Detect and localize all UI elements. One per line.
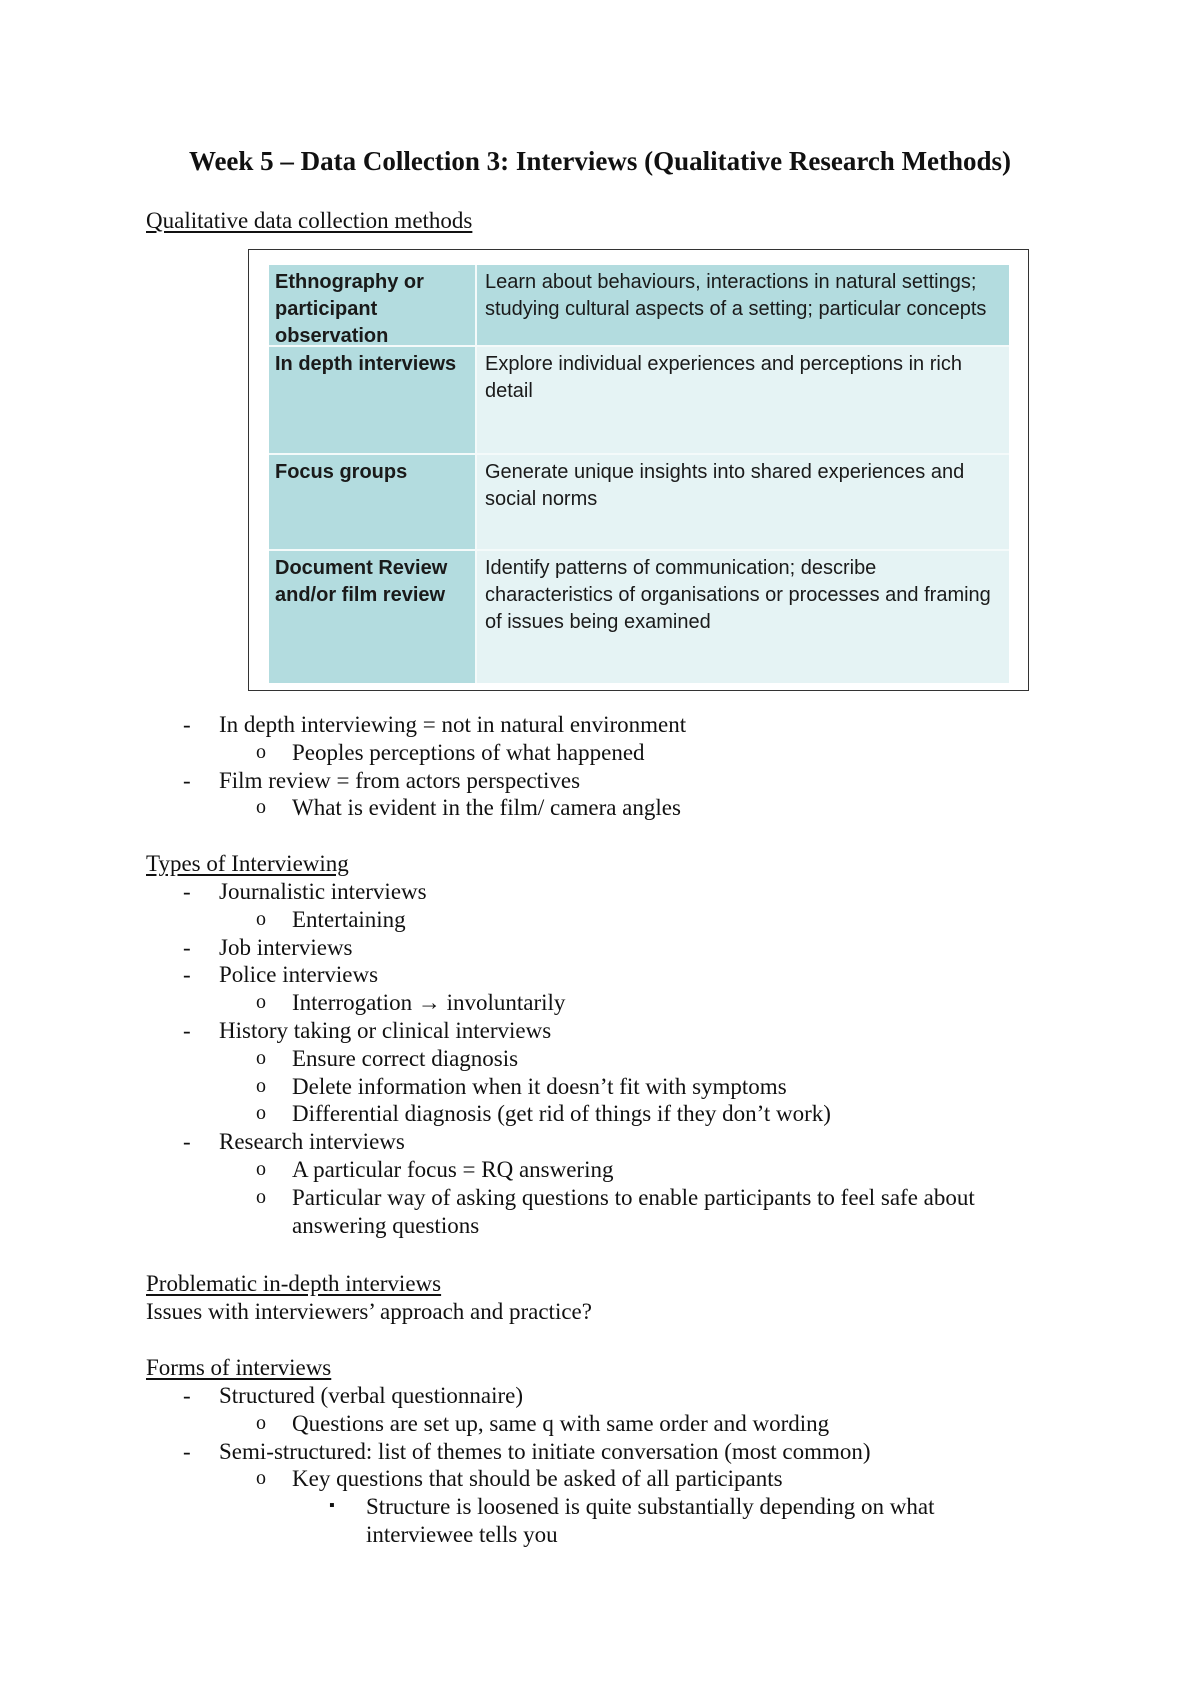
dash-bullet: - xyxy=(183,879,191,904)
list-item-text: Film review = from actors perspectives xyxy=(219,767,581,793)
table-row xyxy=(269,347,1009,455)
method-cell: In depth interviews xyxy=(269,347,477,453)
dash-bullet: - xyxy=(183,767,191,793)
qualitative-notes-list xyxy=(0,711,1200,822)
method-cell: Ethnography or participant observation xyxy=(269,265,477,345)
list-item-text: A particular focus = RQ answering xyxy=(292,1156,614,1182)
list-item xyxy=(0,961,1200,989)
list-item xyxy=(0,1438,1200,1466)
list-item xyxy=(0,989,1200,1017)
list-item xyxy=(0,1156,1200,1184)
circle-bullet: o xyxy=(256,796,266,819)
list-item xyxy=(0,878,1200,906)
list-item-text: History taking or clinical interviews xyxy=(219,1017,552,1043)
circle-bullet: o xyxy=(256,1411,266,1434)
list-item-text: Key questions that should be asked of all participants xyxy=(292,1466,783,1492)
circle-bullet: o xyxy=(256,907,266,930)
list-item-text: Structured (verbal questionnaire) xyxy=(219,1383,523,1408)
list-item xyxy=(0,1382,1200,1410)
list-item-text: Differential diagnosis (get rid of things if they don’t work) xyxy=(292,1101,831,1127)
problematic-text: Issues with interviewers’ approach and practice? xyxy=(146,1299,592,1324)
list-item-text: Research interviews xyxy=(219,1129,405,1155)
methods-table xyxy=(269,265,1009,683)
dash-bullet: - xyxy=(183,962,191,988)
list-item xyxy=(0,1100,1200,1128)
description-cell: Learn about behaviours, interactions in natural settings; studying cultural aspects of a setting; particular concepts xyxy=(477,265,1009,345)
list-item xyxy=(0,1465,1200,1493)
types-list xyxy=(0,878,1200,1239)
list-item xyxy=(0,1045,1200,1073)
list-item xyxy=(0,1128,1200,1156)
list-item-text: Questions are set up, same q with same order and wording xyxy=(292,1410,830,1436)
circle-bullet: o xyxy=(256,1074,266,1097)
method-cell: Document Review and/or film review xyxy=(269,551,477,683)
table-row xyxy=(269,265,1009,347)
dash-bullet: - xyxy=(183,934,191,960)
list-item xyxy=(0,794,1200,822)
circle-bullet: o xyxy=(256,991,266,1014)
list-item xyxy=(0,767,1200,795)
list-item-text: Delete information when it doesn’t fit with symptoms xyxy=(292,1073,787,1099)
circle-bullet: o xyxy=(256,1046,266,1069)
types-heading: Types of Interviewing xyxy=(146,851,349,876)
circle-bullet: o xyxy=(256,1467,266,1490)
description-cell: Explore individual experiences and perceptions in rich detail xyxy=(477,347,1009,453)
circle-bullet: o xyxy=(256,1157,266,1180)
list-item xyxy=(0,711,1200,739)
list-item xyxy=(0,1073,1200,1101)
list-item-text: Peoples perceptions of what happened xyxy=(292,739,645,765)
dash-bullet: - xyxy=(183,1017,191,1043)
description-cell: Identify patterns of communication; describe characteristics of organisations or processes and framing of issues being examined xyxy=(477,551,1009,683)
dash-bullet: - xyxy=(183,712,191,737)
table-row xyxy=(269,455,1009,551)
page-title: Week 5 – Data Collection 3: Interviews (Qualitative Research Methods) xyxy=(188,146,1012,176)
dash-bullet: - xyxy=(183,1438,191,1464)
problematic-heading: Problematic in-depth interviews xyxy=(146,1271,442,1296)
list-item xyxy=(0,1493,986,1549)
forms-list xyxy=(0,1382,1200,1549)
list-item-text: What is evident in the film/ camera angles xyxy=(292,795,681,821)
forms-heading: Forms of interviews xyxy=(146,1355,332,1380)
list-item-text: Entertaining xyxy=(292,906,406,932)
list-item xyxy=(0,1184,1032,1240)
list-item-text: Journalistic interviews xyxy=(219,879,427,904)
list-item-text: Police interviews xyxy=(219,962,379,988)
circle-bullet: o xyxy=(256,1185,266,1208)
list-item xyxy=(0,1410,1200,1438)
list-item-text: In depth interviewing = not in natural environment xyxy=(219,712,687,737)
list-item-text: Particular way of asking questions to enable participants to feel safe about answering questions xyxy=(292,1184,975,1238)
list-item xyxy=(0,906,1200,934)
list-item-text: Interrogation → involuntarily xyxy=(292,990,566,1016)
list-item-text: Job interviews xyxy=(219,934,353,960)
circle-bullet: o xyxy=(256,740,266,763)
qualitative-methods-heading: Qualitative data collection methods xyxy=(146,208,473,233)
list-item-text: Semi-structured: list of themes to initiate conversation (most common) xyxy=(219,1438,871,1464)
circle-bullet: o xyxy=(256,1102,266,1125)
table-row xyxy=(269,551,1009,683)
square-bullet: ▪ xyxy=(329,1497,335,1515)
method-cell: Focus groups xyxy=(269,455,477,549)
list-item-text: Ensure correct diagnosis xyxy=(292,1045,519,1071)
list-item-text: Structure is loosened is quite substantially depending on what interviewee tells you xyxy=(366,1494,935,1547)
dash-bullet: - xyxy=(183,1383,191,1408)
list-item xyxy=(0,739,1200,767)
list-item xyxy=(0,934,1200,962)
dash-bullet: - xyxy=(183,1129,191,1155)
description-cell: Generate unique insights into shared experiences and social norms xyxy=(477,455,1009,549)
list-item xyxy=(0,1017,1200,1045)
